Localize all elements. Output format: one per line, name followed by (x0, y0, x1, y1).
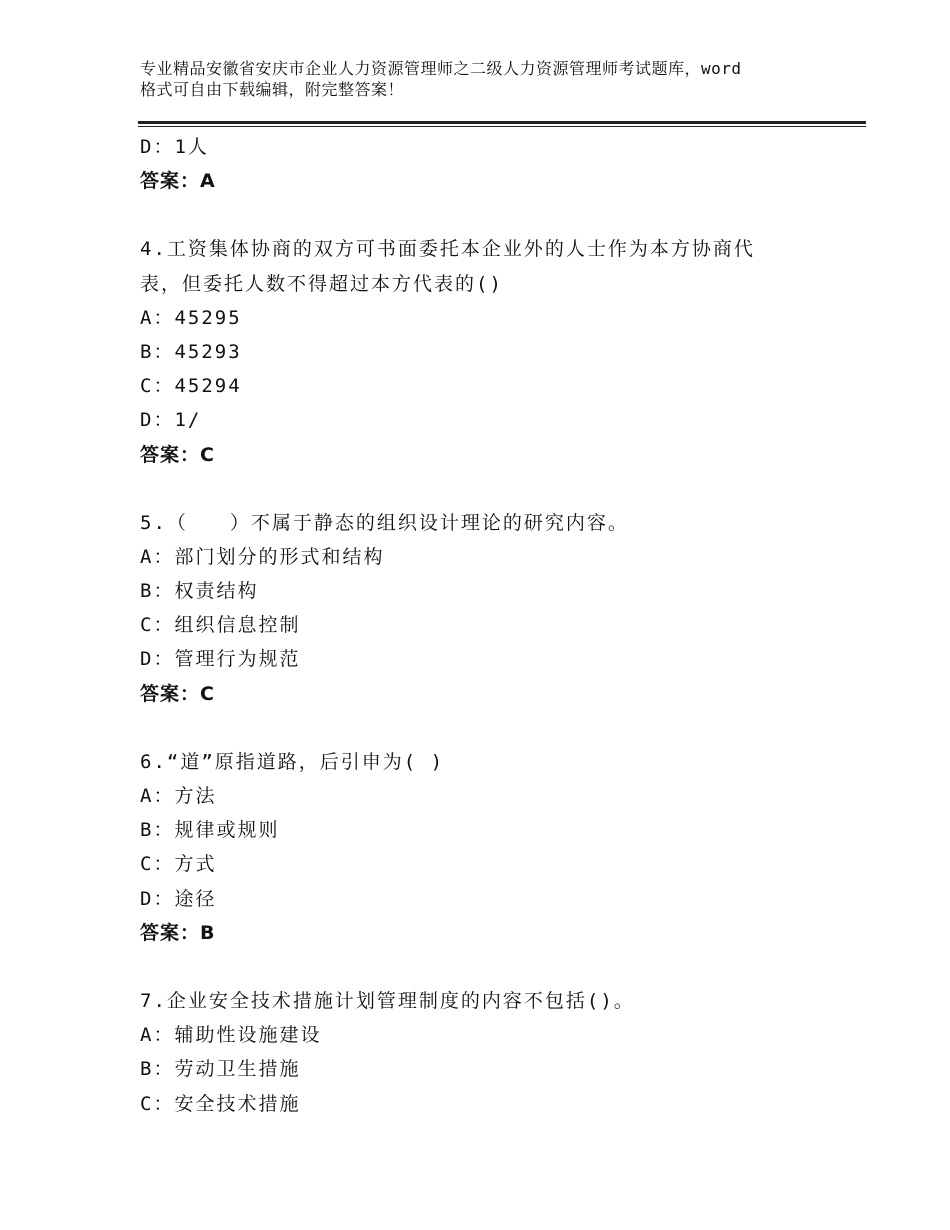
question-stem: 4.工资集体协商的双方可书面委托本企业外的人士作为本方协商代 (140, 238, 755, 261)
option-b: B：劳动卫生措施 (140, 1058, 301, 1081)
answer-line: 答案：B (140, 921, 216, 944)
option-b: B：45293 (140, 340, 242, 363)
header-title-line-2: 格式可自由下载编辑，附完整答案！ (140, 80, 405, 99)
option-a: A：辅助性设施建设 (140, 1024, 322, 1047)
option-a: A：部门划分的形式和结构 (140, 545, 385, 568)
option-d: D：1人 (140, 136, 209, 158)
option-c: C：方式 (140, 853, 217, 876)
question-7 (140, 984, 840, 1121)
option-b: B：权责结构 (140, 580, 259, 603)
document-header (140, 58, 840, 100)
question-stem: 7.企业安全技术措施计划管理制度的内容不包括()。 (140, 989, 635, 1012)
option-c: C：安全技术措施 (140, 1092, 301, 1115)
option-d: D：1/ (140, 409, 202, 432)
option-d: D：管理行为规范 (140, 648, 301, 671)
answer-line: 答案：C (140, 443, 215, 466)
option-b: B：规律或规则 (140, 819, 280, 842)
option-c: C：45294 (140, 375, 242, 398)
question-stem: 6.“道”原指道路，后引申为( ) (140, 750, 445, 773)
option-a: A：45295 (140, 306, 242, 329)
option-a: A：方法 (140, 785, 217, 807)
answer-line: 答案：A (140, 170, 216, 193)
header-rule-thin (138, 126, 866, 127)
question-stem: 5.（ ）不属于静态的组织设计理论的研究内容。 (140, 511, 629, 534)
header-title-line-1: 专业精品安徽省安庆市企业人力资源管理师之二级人力资源管理师考试题库，word (140, 59, 742, 78)
previous-question-tail (140, 130, 840, 198)
question-6 (140, 745, 840, 950)
header-rule-thick (138, 121, 866, 124)
question-5 (140, 506, 840, 711)
option-c: C：组织信息控制 (140, 614, 301, 637)
question-stem-continued: 表，但委托人数不得超过本方代表的() (140, 272, 503, 295)
question-list (140, 130, 840, 1121)
answer-line: 答案：C (140, 682, 215, 705)
question-4 (140, 232, 840, 471)
option-d: D：途径 (140, 887, 217, 910)
